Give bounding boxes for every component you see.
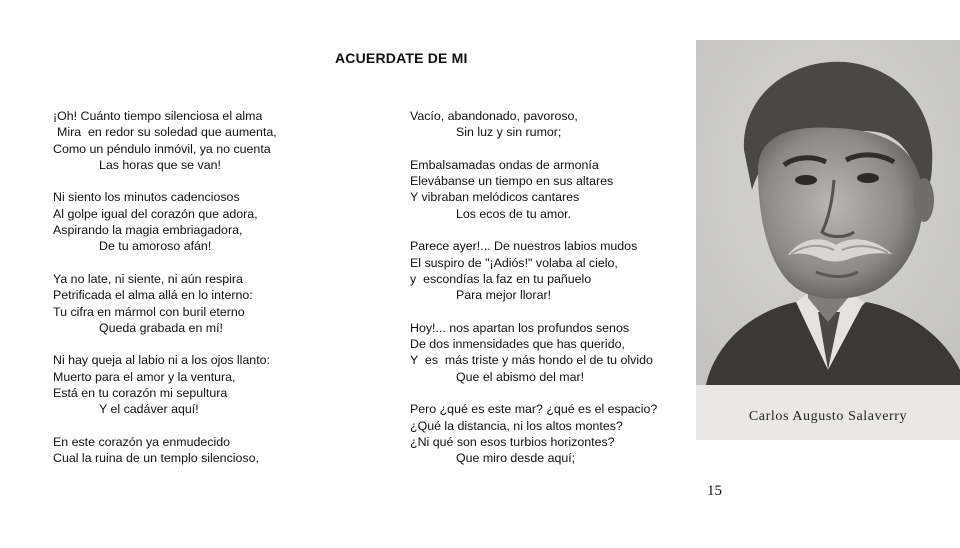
stanza bbox=[53, 271, 373, 336]
poem-column-left bbox=[53, 108, 373, 483]
poem-line: Está en tu corazón mi sepultura bbox=[53, 386, 228, 401]
poem-line: Elevábanse un tiempo en sus altares bbox=[410, 174, 614, 189]
page-number: 15 bbox=[707, 483, 722, 499]
poem-line: Que el abismo del mar! bbox=[456, 369, 585, 384]
stanza bbox=[53, 434, 373, 467]
poem-line: De dos inmensidades que has querido, bbox=[410, 337, 625, 352]
poem-line: Queda grabada en mí! bbox=[99, 320, 223, 335]
poem-line: Las horas que se van! bbox=[99, 157, 221, 172]
poem-line: Y el cadáver aquí! bbox=[99, 402, 199, 417]
poem-line: ¿Qué la distancia, ni los altos montes? bbox=[410, 418, 623, 433]
poem-line: Petrificada el alma allá en lo interno: bbox=[53, 288, 253, 303]
poem-line: ¿Ni qué son esos turbios horizontes? bbox=[410, 434, 615, 449]
poem-line: Hoy!... nos apartan los profundos senos bbox=[410, 320, 630, 335]
poem-line: Como un péndulo inmóvil, ya no cuenta bbox=[53, 141, 271, 156]
poem-line: Y vibraban melódicos cantares bbox=[410, 190, 580, 205]
poem-line: Tu cifra en mármol con buril eterno bbox=[53, 304, 245, 319]
stanza bbox=[53, 189, 373, 254]
poem-line: Para mejor llorar! bbox=[456, 288, 552, 303]
stanza bbox=[410, 320, 700, 385]
poem-line: El suspiro de "¡Adiós!" volaba al cielo, bbox=[410, 255, 618, 270]
poem-line: Muerto para el amor y la ventura, bbox=[53, 369, 236, 384]
poem-column-right bbox=[410, 108, 700, 483]
poem-line: Aspirando la magia embriagadora, bbox=[53, 223, 243, 238]
poem-line: Al golpe igual del corazón que adora, bbox=[53, 206, 258, 221]
poem-line: Ya no late, ni siente, ni aún respira bbox=[53, 271, 243, 286]
stanza bbox=[53, 108, 373, 173]
poem-line: Pero ¿qué es este mar? ¿qué es el espacio? bbox=[410, 402, 658, 417]
stanza bbox=[410, 238, 700, 303]
poem-line: Ni hay queja al labio ni a los ojos llanto: bbox=[53, 353, 270, 368]
stanza bbox=[410, 157, 700, 222]
author-portrait bbox=[696, 40, 960, 440]
poem-line: Cual la ruina de un templo silencioso, bbox=[53, 451, 259, 466]
poem-line: Embalsamadas ondas de armonía bbox=[410, 157, 599, 172]
portrait-caption: Carlos Augusto Salaverry bbox=[748, 409, 908, 424]
poem-title: ACUERDATE DE MI bbox=[335, 50, 468, 66]
stanza bbox=[410, 108, 700, 141]
poem-line: De tu amoroso afán! bbox=[99, 239, 212, 254]
poem-line: Parece ayer!... De nuestros labios mudos bbox=[410, 239, 638, 254]
poem-line: Mira en redor su soledad que aumenta, bbox=[57, 125, 277, 140]
poem-line: Ni siento los minutos cadenciosos bbox=[53, 190, 240, 205]
poem-line: y escondías la faz en tu pañuelo bbox=[410, 271, 592, 286]
portrait-photo-icon bbox=[696, 40, 960, 440]
poem-line: Los ecos de tu amor. bbox=[456, 206, 572, 221]
poem-line: ¡Oh! Cuánto tiempo silenciosa el alma bbox=[53, 109, 263, 123]
poem-line: Vacío, abandonado, pavoroso, bbox=[410, 109, 578, 123]
poem-line: En este corazón ya enmudecido bbox=[53, 434, 231, 449]
poem-line: Que miro desde aquí; bbox=[456, 451, 576, 466]
poem-line: Y es más triste y más hondo el de tu olvido bbox=[410, 353, 653, 368]
poem-line: Sin luz y sin rumor; bbox=[456, 125, 562, 140]
stanza bbox=[410, 401, 700, 466]
stanza bbox=[53, 352, 373, 417]
